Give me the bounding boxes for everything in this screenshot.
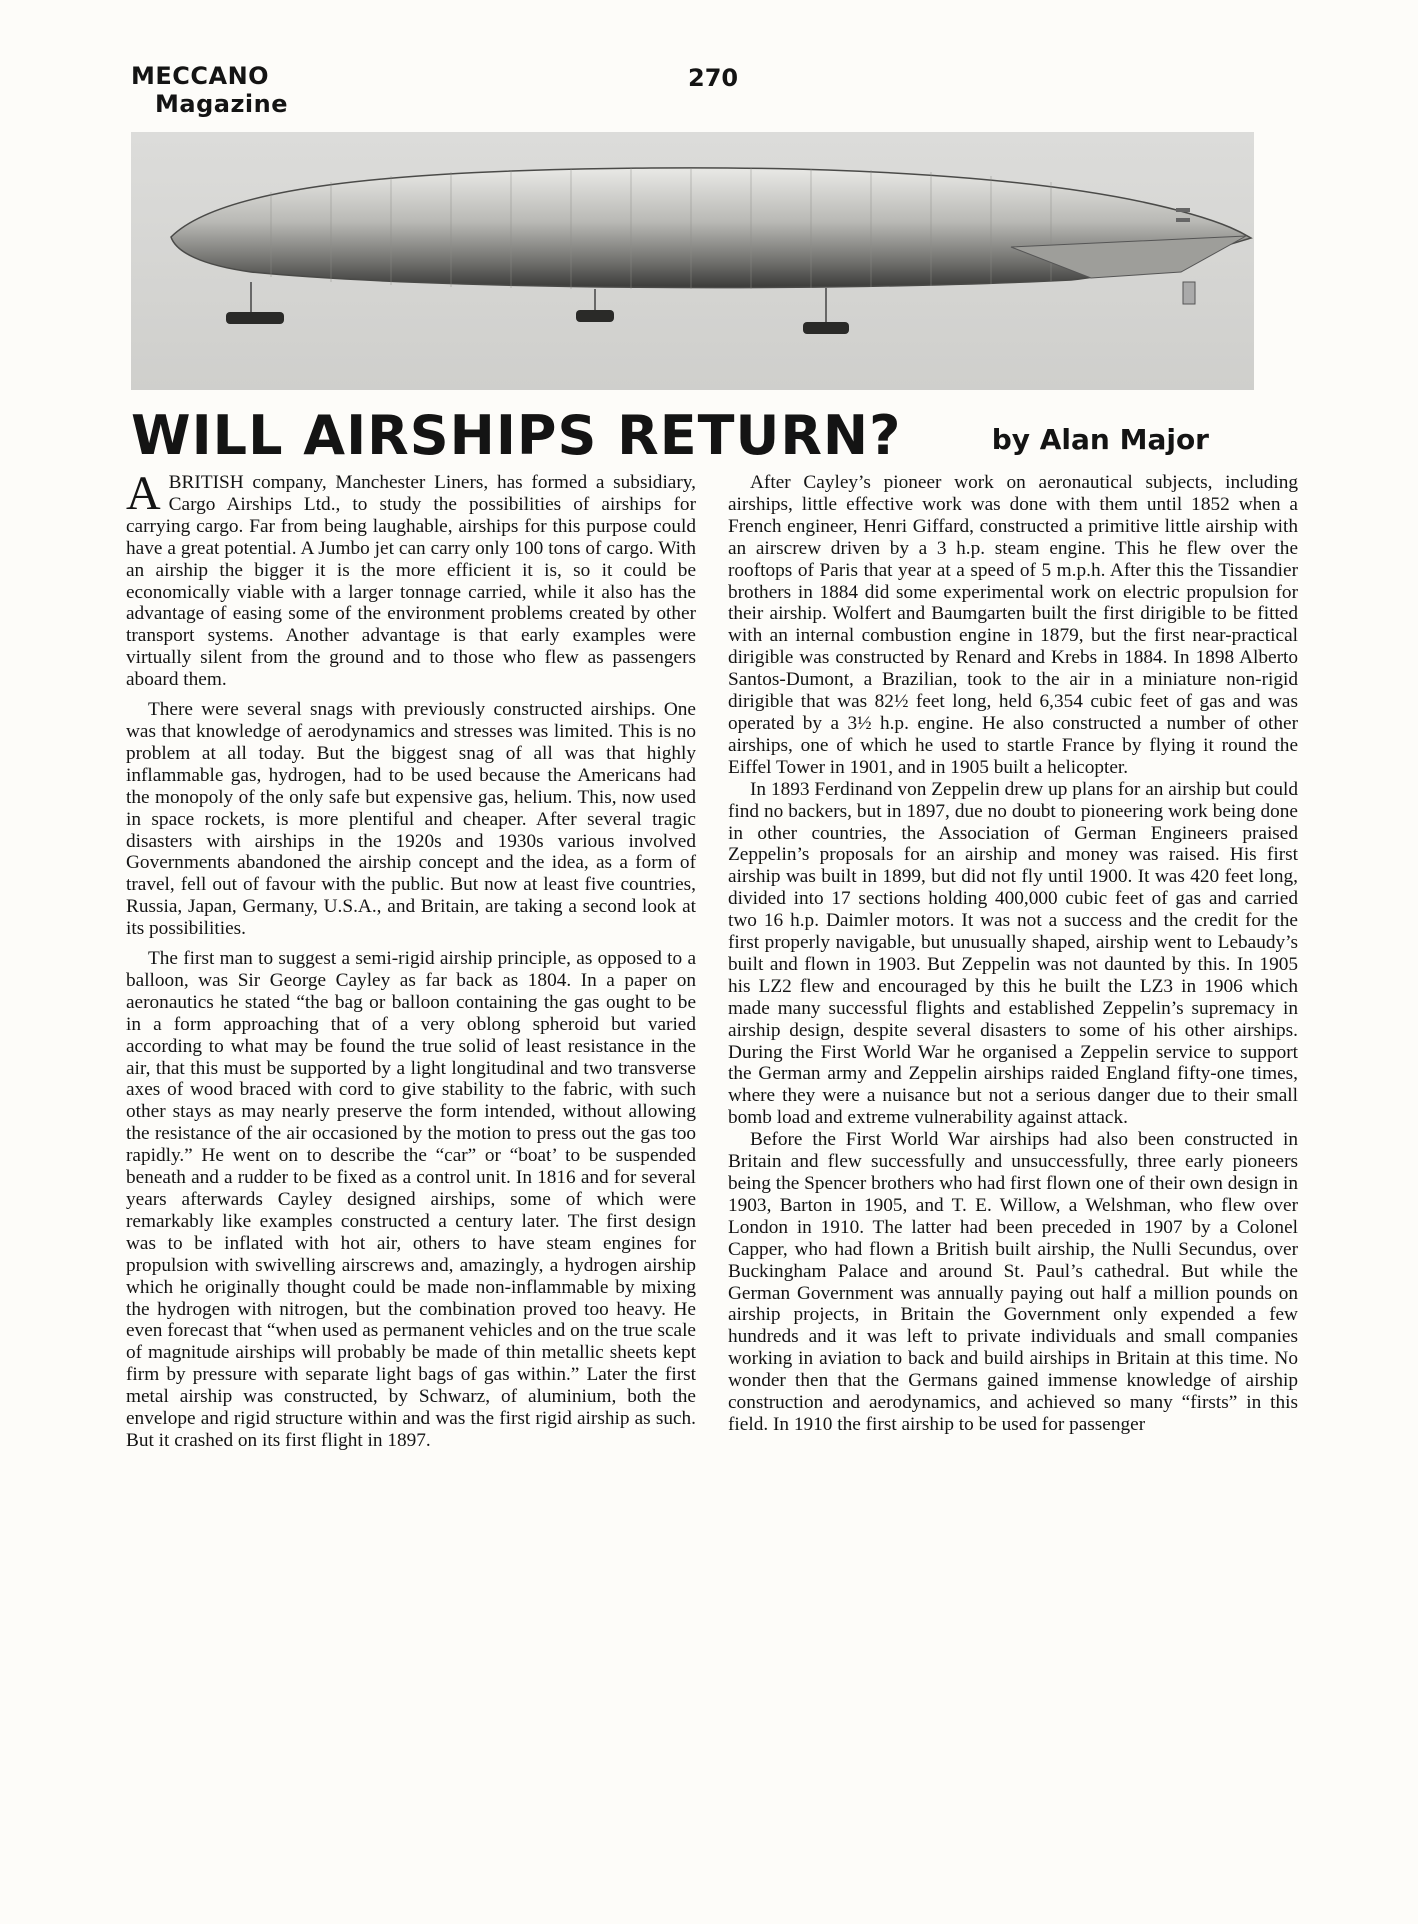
masthead-line2: Magazine	[155, 90, 289, 118]
paragraph-text: BRITISH company, Manchester Liners, has formed a subsidiary, Cargo Airships Ltd., to study the possibilities of airships for carrying cargo. Far from being laughable, airships for this purpose could have a great potential. A Jumbo jet can carry only 100 tons of cargo. With an airship the bigger it is the more efficient it is, so it could be economically viable with a larger tonnage carried, while it also has the advantage of easing some of the environment problems created by other transport systems. Another advantage is that early examples were virtually silent from the ground and to those who flew as passengers aboard them.	[126, 472, 696, 691]
article-title: WILL AIRSHIPS RETURN?	[131, 404, 902, 467]
airship-photo	[131, 132, 1254, 390]
right-column	[728, 472, 1298, 1436]
paragraph: There were several snags with previously constructed airships. One was that knowledge of aerodynamics and stresses was limited. This is no problem at all today. But the biggest snag of all was that highly inflammable gas, hydrogen, had to be used because the Americans had the monopoly of the only safe but expensive gas, helium. This, now used in space rockets, is more plentiful and cheaper. After several tragic disasters with airships in the 1920s and 1930s various involved Governments abandoned the airship concept and the idea, as a form of travel, fell out of favour with the public. But now at least five countries, Russia, Japan, Germany, U.S.A., and Britain, are taking a second look at its possibilities.	[126, 699, 696, 940]
paragraph: Before the First World War airships had also been constructed in Britain and flew successfully and unsuccessfully, three early pioneers being the Spencer brothers who had first flown one of their own design in 1903, Barton in 1905, and T. E. Willow, a Welshman, who flew over London in 1910. The latter had been preceded in 1907 by a Colonel Capper, who had flown a British built airship, the Nulli Secundus, over Buckingham Palace and around St. Paul’s cathedral. But while the German Government was annually paying out half a million pounds on airship projects, in Britain the Government only expended a few hundreds and it was left to private individuals and small companies working in aviation to back and build airships in Britain at this time. No wonder then that the Germans gained immense knowledge of airship construction and aerodynamics, and achieved so many “firsts” in this field. In 1910 the first airship to be used for passenger	[728, 1129, 1298, 1435]
zeppelin-illustration	[131, 132, 1254, 390]
rear-gondola	[803, 322, 849, 334]
paragraph: After Cayley’s pioneer work on aeronautical subjects, including airships, little effective work was done with them until 1852 when a French engineer, Henri Giffard, constructed a primitive little airship with an airscrew driven by a 3 h.p. steam engine. This he flew over the rooftops of Paris that year at a speed of 5 m.p.h. After this the Tissandier brothers in 1884 did some experimental work on electric propulsion for their airship. Wolfert and Baumgarten built the first dirigible to be fitted with an internal combustion engine in 1879, but the first near-practical dirigible was constructed by Renard and Krebs in 1884. In 1898 Alberto Santos-Dumont, a Brazilian, took to the air in a miniature non-rigid dirigible that was 82½ feet long, held 6,354 cubic feet of gas and was operated by a 3½ h.p. engine. He also constructed a number of other airships, one of which he used to startle France by flying it round the Eiffel Tower in 1901, and in 1905 built a helicopter.	[728, 472, 1298, 778]
masthead-line1: MECCANO	[131, 62, 270, 90]
masthead	[131, 62, 288, 118]
left-column	[126, 467, 696, 1452]
page-number: 270	[688, 64, 739, 92]
forward-gondola	[226, 312, 284, 324]
article-byline: by Alan Major	[991, 423, 1209, 456]
article-headline	[131, 404, 1254, 468]
paragraph: In 1893 Ferdinand von Zeppelin drew up plans for an airship but could find no backers, but in 1897, due no doubt to pioneering work being done in other countries, the Association of German Engineers praised Zeppelin’s proposals for an airship and money was raised. His first airship was built in 1899, but did not fly until 1900. It was 420 feet long, divided into 17 sections holding 400,000 cubic feet of gas and carried two 16 h.p. Daimler motors. It was not a success and the credit for the first properly navigable, but unusually shaped, airship went to Lebaudy’s built and flown in 1903. But Zeppelin was not daunted by this. In 1905 his LZ2 flew and encouraged by this he built the LZ3 in 1906 which made many successful flights and established Zeppelin’s supremacy in airship design, despite several disasters to some of his other airships. During the First World War he organised a Zeppelin service to support the German army and Zeppelin airships raided England fifty-one times, where they were a nuisance but not a serious danger due to their small bomb load and extreme vulnerability against attack.	[728, 778, 1298, 1129]
paragraph	[126, 467, 696, 691]
drop-cap: A	[126, 467, 161, 520]
middle-gondola	[576, 310, 614, 322]
paragraph: The first man to suggest a semi-rigid airship principle, as opposed to a balloon, was Sir George Cayley as far back as 1804. In a paper on aeronautics he stated “the bag or balloon containing the gas ought to be in a form approaching that of a very oblong spheroid but varied according to what may be found the true solid of least resistance in the air, that this must be supported by a light longitudinal and two transverse axes of wood braced with cord to give stability to the fabric, with such other stays as may nearly preserve the form intended, without allowing the resistance of the air occasioned by the motion to press out the gas too rapidly.” He went on to describe the “car” or “boat’ to be suspended beneath and a rudder to be fixed as a control unit. In 1816 and for several years afterwards Cayley designed airships, some of which were remarkably like examples constructed a century later. The first design was to be inflated with hot air, others to have steam engines for propulsion with swivelling airscrews and, amazingly, a hydrogen airship which he originally thought could be made non-inflammable by mixing the hydrogen with nitrogen, but the combination proved too heavy. He even forecast that “when used as permanent vehicles and on the true scale of magnitude airships will probably be made of thin metallic sheets kept firm by pressure with separate light bags of gas within.” Later the first metal airship was constructed, by Schwarz, of aluminium, both the envelope and rigid structure within and was the first rigid airship as such. But it crashed on its first flight in 1897.	[126, 948, 696, 1451]
